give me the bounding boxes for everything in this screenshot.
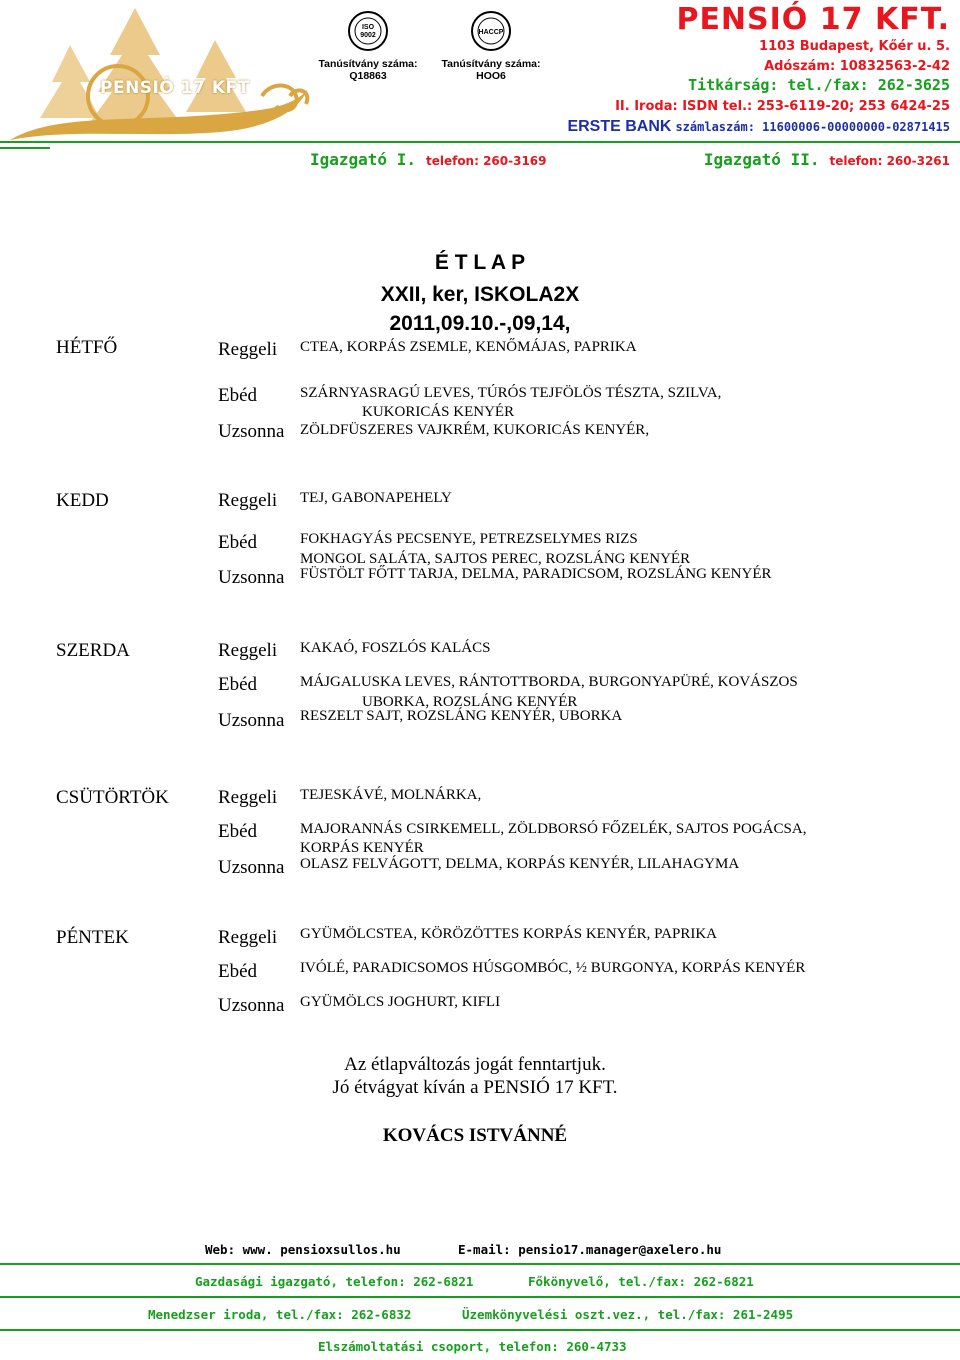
- dish-line: CTEA, KORPÁS ZSEMLE, KENŐMÁJAS, PAPRIKA: [300, 339, 637, 355]
- bank-account: számlaszám: 11600006-00000000-02871415: [675, 120, 950, 134]
- dish-line: TEJESKÁVÉ, MOLNÁRKA,: [300, 787, 482, 803]
- meal-label-breakfast: Reggeli: [218, 787, 278, 808]
- meal-label-snack: Uzsonna: [218, 857, 285, 878]
- header-divider: [0, 141, 960, 143]
- dish-line: TEJ, GABONAPEHELY: [300, 490, 452, 506]
- dish-line: RESZELT SAJT, ROZSLÁNG KENYÉR, UBORKA: [300, 708, 623, 724]
- dish-line: GYÜMÖLCSTEA, KÖRÖZÖTTES KORPÁS KENYÉR, PAPRIKA: [300, 926, 717, 942]
- meal-label-lunch: Ebéd: [218, 961, 258, 982]
- meal-label-breakfast: Reggeli: [218, 339, 278, 360]
- dish-line: ZÖLDFÜSZERES VAJKRÉM, KUKORICÁS KENYÉR,: [300, 422, 650, 438]
- company-logo: [0, 0, 310, 150]
- dish-line: KUKORICÁS KENYÉR: [362, 404, 515, 420]
- dish-line: KAKAÓ, FOSZLÓS KALÁCS: [300, 640, 491, 656]
- director-1: [310, 150, 547, 170]
- meal-label-breakfast: Reggeli: [218, 927, 278, 948]
- bank-name: ERSTE BANK: [567, 118, 672, 135]
- director-2: [704, 150, 950, 170]
- dish-line: SZÁRNYASRAGÚ LEVES, TÚRÓS TEJFÖLÖS TÉSZTA, SZILVA,: [300, 385, 722, 401]
- footer-econ-director: Gazdasági igazgató, telefon: 262-6821: [195, 1274, 474, 1289]
- dish-line: FOKHAGYÁS PECSENYE, PETREZSELYMES RIZS: [300, 531, 638, 547]
- bank-info: [567, 118, 950, 136]
- iso-cert-label: Tanúsítvány száma:: [318, 58, 418, 70]
- dish-line: IVÓLÉ, PARADICSOMOS HÚSGOMBÓC, ½ BURGONYA, KORPÁS KENYÉR: [300, 960, 806, 976]
- footer-email: E-mail: pensio17.manager@axelero.hu: [458, 1242, 722, 1257]
- dish-line: KORPÁS KENYÉR: [300, 840, 424, 856]
- day-wednesday: SZERDA: [56, 640, 130, 661]
- company-address: 1103 Budapest, Kőér u. 5.: [759, 39, 950, 54]
- meal-label-lunch: Ebéd: [218, 674, 258, 695]
- haccp-seal-icon: [470, 10, 512, 52]
- meal-label-lunch: Ebéd: [218, 821, 258, 842]
- haccp-cert-label: Tanúsítvány száma:: [441, 58, 541, 70]
- meal-label-breakfast: Reggeli: [218, 490, 278, 511]
- director-2-phone: telefon: 260-3261: [829, 154, 950, 168]
- footer-manager-office: Menedzser iroda, tel./fax: 262-6832: [148, 1307, 412, 1322]
- tax-number: Adószám: 10832563-2-42: [764, 59, 950, 74]
- dish-line: MÁJGALUSKA LEVES, RÁNTOTTBORDA, BURGONYAPÜRÉ, KOVÁSZOS: [300, 674, 798, 690]
- director-1-phone: telefon: 260-3169: [425, 154, 547, 168]
- meal-label-snack: Uzsonna: [218, 995, 285, 1016]
- footer-web: Web: www. pensioxsullos.hu: [205, 1242, 401, 1257]
- signature: KOVÁCS ISTVÁNNÉ: [382, 1125, 568, 1146]
- footer-chief-accountant: Főkönyvelő, tel./fax: 262-6821: [528, 1274, 754, 1289]
- haccp-cert-number: HOO6: [476, 70, 506, 82]
- dish-line: UBORKA, ROZSLÁNG KENYÉR: [362, 694, 578, 710]
- menu-dates: 2011,09.10.-,09,14,: [389, 312, 571, 335]
- logo-graphic: [0, 0, 310, 150]
- footer-divider: [0, 1329, 960, 1331]
- svg-text:9002: 9002: [360, 32, 376, 39]
- iso-cert-number: Q18863: [349, 70, 387, 82]
- day-thursday: CSÜTÖRTÖK: [56, 787, 169, 808]
- iso-seal-icon: [347, 10, 389, 52]
- footer-divider: [0, 1263, 960, 1265]
- meal-label-breakfast: Reggeli: [218, 640, 278, 661]
- footer-billing-group: Elszámoltatási csoport, telefon: 260-4733: [318, 1339, 627, 1354]
- dish-line: OLASZ FELVÁGOTT, DELMA, KORPÁS KENYÉR, LILAHAGYMA: [300, 856, 740, 872]
- iso-certificate: [312, 10, 424, 82]
- secretary-phone: Titkárság: tel./fax: 262-3625: [688, 76, 950, 94]
- day-tuesday: KEDD: [56, 490, 109, 511]
- office-phone: II. Iroda: ISDN tel.: 253-6119-20; 253 6424-25: [615, 99, 950, 114]
- dish-line: MONGOL SALÁTA, SAJTOS PEREC, ROZSLÁNG KENYÉR: [300, 551, 691, 567]
- company-name: PENSIÓ 17 KFT.: [676, 2, 950, 37]
- svg-text:HACCP: HACCP: [478, 29, 504, 36]
- meal-label-lunch: Ebéd: [218, 532, 258, 553]
- meal-label-lunch: Ebéd: [218, 385, 258, 406]
- meal-label-snack: Uzsonna: [218, 421, 285, 442]
- bon-appetit: Jó étvágyat kíván a PENSIÓ 17 KFT.: [332, 1077, 618, 1098]
- menu-title: É T L A P: [434, 251, 526, 274]
- day-friday: PÉNTEK: [56, 927, 129, 948]
- haccp-certificate: [432, 10, 550, 82]
- dish-line: GYÜMÖLCS JOGHURT, KIFLI: [300, 994, 501, 1010]
- director-2-title: Igazgató II.: [703, 150, 820, 169]
- menu-location: XXII, ker, ISKOLA2X: [380, 283, 580, 306]
- director-1-title: Igazgató I.: [310, 150, 416, 169]
- dish-line: MAJORANNÁS CSIRKEMELL, ZÖLDBORSÓ FŐZELÉK, SAJTOS POGÁCSA,: [300, 821, 807, 837]
- footer-divider: [0, 1296, 960, 1298]
- logo-text: PENSIÓ 17 KFT: [100, 78, 250, 98]
- meal-label-snack: Uzsonna: [218, 567, 285, 588]
- footer-plant-accounting: Üzemkönyvelési oszt.vez., tel./fax: 261-2495: [462, 1307, 794, 1322]
- svg-text:ISO: ISO: [361, 24, 375, 31]
- meal-label-snack: Uzsonna: [218, 710, 285, 731]
- change-notice: Az étlapváltozás jogát fenntartjuk.: [344, 1054, 606, 1075]
- day-monday: HÉTFŐ: [56, 337, 118, 358]
- dish-line: FÜSTÖLT FŐTT TARJA, DELMA, PARADICSOM, ROZSLÁNG KENYÉR: [300, 566, 772, 582]
